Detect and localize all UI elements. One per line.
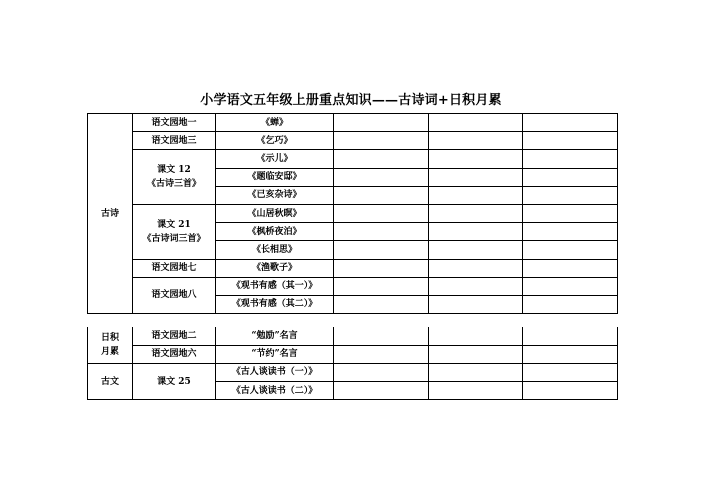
blank-cell: [429, 327, 523, 345]
blank-cell: [523, 327, 618, 345]
item-cell: 《题临安邸》: [216, 168, 334, 186]
item-cell: 《观书有感（其二）》: [216, 295, 334, 313]
blank-cell: [523, 277, 618, 295]
item-cell: 《已亥杂诗》: [216, 186, 334, 204]
blank-cell: [334, 241, 429, 259]
blank-cell: [429, 186, 523, 204]
item-cell: 《渔歌子》: [216, 259, 334, 277]
blank-cell: [429, 132, 523, 150]
blank-cell: [429, 241, 523, 259]
item-cell: 《古人谈读书（一）》: [216, 363, 334, 381]
item-cell: “勉励”名言: [216, 327, 334, 345]
page-title: 小学语文五年级上册重点知识——古诗词+日积月累: [200, 93, 502, 108]
blank-cell: [334, 363, 429, 381]
category-line: 月累: [100, 346, 119, 357]
unit-cell: [133, 204, 216, 259]
blank-cell: [523, 295, 618, 313]
unit-line: 《古诗三首》: [146, 179, 201, 190]
unit-cell: 语文园地一: [133, 114, 216, 132]
category-cell: [88, 327, 133, 363]
blank-cell: [523, 345, 618, 363]
blank-cell: [429, 223, 523, 241]
category-cell: 古诗: [88, 114, 133, 314]
blank-cell: [334, 223, 429, 241]
blank-cell: [334, 168, 429, 186]
unit-cell: 语文园地八: [133, 277, 216, 313]
blank-cell: [429, 204, 523, 222]
table-row: [88, 114, 618, 132]
unit-cell: 语文园地六: [133, 345, 216, 363]
table-row: [88, 132, 618, 150]
blank-cell: [523, 223, 618, 241]
blank-cell: [334, 132, 429, 150]
blank-cell: [429, 363, 523, 381]
blank-cell: [429, 345, 523, 363]
item-cell: 《乞巧》: [216, 132, 334, 150]
blank-cell: [429, 168, 523, 186]
item-cell: 《长相思》: [216, 241, 334, 259]
blank-cell: [523, 241, 618, 259]
unit-cell: 语文园地三: [133, 132, 216, 150]
knowledge-table: [87, 113, 618, 314]
blank-cell: [334, 259, 429, 277]
blank-cell: [334, 295, 429, 313]
table-row: [88, 150, 618, 168]
blank-cell: [334, 327, 429, 345]
table-row: [88, 204, 618, 222]
blank-cell: [523, 382, 618, 400]
item-cell: 《山居秋暝》: [216, 204, 334, 222]
unit-line: 《古诗词三首》: [142, 233, 206, 244]
blank-cell: [334, 382, 429, 400]
item-cell: 《观书有感（其一）》: [216, 277, 334, 295]
blank-cell: [523, 168, 618, 186]
table-row: [88, 277, 618, 295]
category-cell: 古文: [88, 363, 133, 399]
table-row: [88, 259, 618, 277]
category-line: 日积: [100, 332, 119, 343]
unit-cell: 语文园地七: [133, 259, 216, 277]
item-cell: 《枫桥夜泊》: [216, 223, 334, 241]
blank-cell: [334, 114, 429, 132]
blank-cell: [523, 259, 618, 277]
blank-cell: [523, 186, 618, 204]
item-cell: 《蝉》: [216, 114, 334, 132]
blank-cell: [334, 345, 429, 363]
table-row: [88, 363, 618, 381]
unit-line: 课文 21: [157, 219, 191, 230]
blank-cell: [523, 132, 618, 150]
blank-cell: [429, 295, 523, 313]
table-row: [88, 327, 618, 345]
blank-cell: [429, 114, 523, 132]
blank-cell: [429, 259, 523, 277]
item-cell: 《示儿》: [216, 150, 334, 168]
blank-cell: [429, 150, 523, 168]
blank-cell: [429, 382, 523, 400]
blank-cell: [334, 150, 429, 168]
unit-line: 课文 12: [157, 165, 191, 176]
table-row: [88, 345, 618, 363]
unit-cell: 课文 25: [133, 363, 216, 399]
blank-cell: [429, 277, 523, 295]
blank-cell: [523, 114, 618, 132]
unit-cell: 语文园地二: [133, 327, 216, 345]
item-cell: “节约”名言: [216, 345, 334, 363]
blank-cell: [334, 277, 429, 295]
blank-cell: [334, 204, 429, 222]
blank-cell: [523, 363, 618, 381]
blank-cell: [523, 150, 618, 168]
knowledge-table-lower: [87, 327, 618, 400]
unit-cell: [133, 150, 216, 205]
item-cell: 《古人谈读书（二）》: [216, 382, 334, 400]
blank-cell: [334, 186, 429, 204]
blank-cell: [523, 204, 618, 222]
